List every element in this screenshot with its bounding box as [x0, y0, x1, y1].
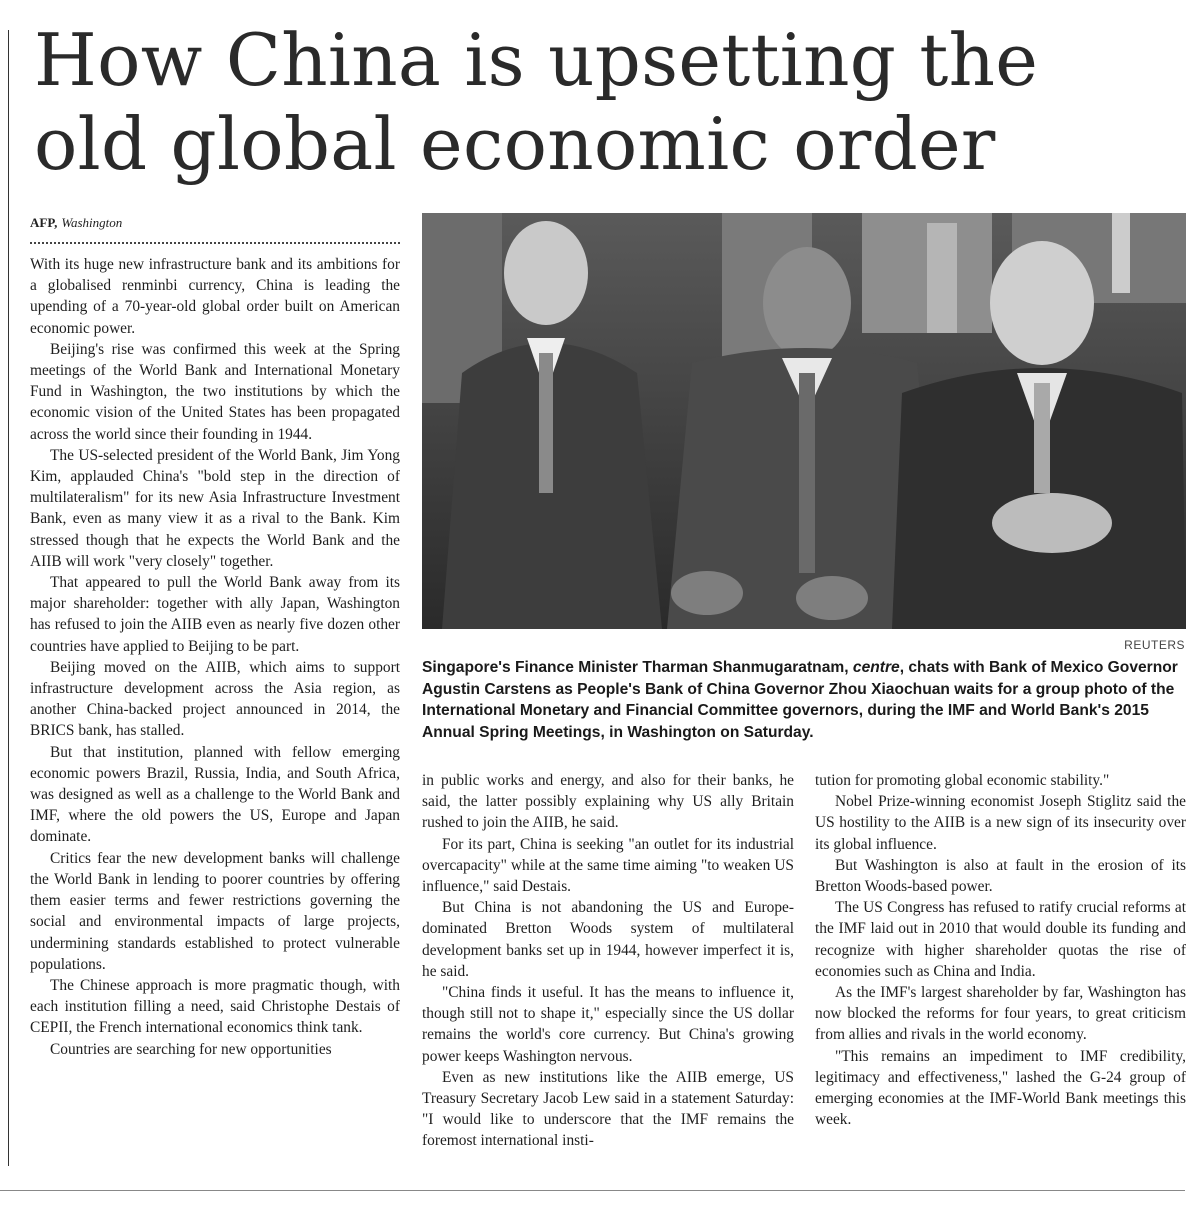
caption-text: , chats with Bank of Mexico Governor Agustin Carstens as People's Bank of China Governor Zhou Xiaochuan waits for a group photo of the International Monetary and Financial Committee governors, during the IMF and World Bank's 2015 Annual Spring Meetings, in Washington on Saturday.	[422, 659, 1178, 741]
paragraph: Nobel Prize-winning economist Joseph Stiglitz said the US hostility to the AIIB is a new sign of its insecurity over its global influence.	[815, 793, 1186, 853]
article-column-1	[30, 254, 400, 1060]
paragraph: Even as new institutions like the AIIB emerge, US Treasury Secretary Jacob Lew said in a statement Saturday: "I would like to underscore that the IMF remains the foremost international insti-	[422, 1068, 794, 1150]
paragraph: Critics fear the new development banks will challenge the World Bank in lending to poorer countries by offering them easier terms and fewer restrictions governing the social and environmental impacts of large projects, undermining standards established to protect vulnerable populations.	[30, 849, 400, 973]
photo-illustration	[422, 213, 1186, 629]
paragraph: As the IMF's largest shareholder by far, Washington has now blocked the reforms for four years, to great criticism from allies and rivals in the world economy.	[815, 984, 1186, 1044]
paragraph: Beijing moved on the AIIB, which aims to support infrastructure development across the Asia region, as another China-backed project announced in 2014, the BRICS bank, has stalled.	[30, 658, 400, 740]
paragraph: The US Congress has refused to ratify crucial reforms at the IMF laid out in 2010 that would double its funding and recognize with higher shareholder quotas the rise of economies such as China and India.	[815, 899, 1186, 980]
paragraph: "This remains an impediment to IMF credibility, legitimacy and effectiveness," lashed the G-24 group of emerging economies at the IMF-World Bank meetings this week.	[815, 1047, 1186, 1129]
byline-agency: AFP,	[30, 215, 58, 230]
paragraph: But that institution, planned with fellow emerging economic powers Brazil, Russia, India, and South Africa, was designed as well as a challenge to the World Bank and IMF, where the old powers the US, Europe and Japan dominate.	[30, 743, 400, 846]
news-photo	[422, 213, 1186, 629]
paragraph: With its huge new infrastructure bank and its ambitions for a globalised renminbi currency, China is leading the upending of a 70-year-old global order built on American economic power.	[30, 256, 400, 337]
paragraph: Countries are searching for new opportunities	[50, 1040, 332, 1058]
paragraph: That appeared to pull the World Bank away from its major shareholder: together with ally Japan, Washington has refused to join the AIIB even as nearly five dozen other countries have applied to Beijing to be part.	[30, 574, 400, 655]
paragraph: "China finds it useful. It has the means to influence it, though still not to shape it," especially since the US dollar remains the world's core currency. But China's growing power keeps Washington nervous.	[422, 984, 794, 1065]
caption-text: Singapore's Finance Minister Tharman Shanmugaratnam,	[422, 659, 853, 676]
paragraph: Beijing's rise was confirmed this week at the Spring meetings of the World Bank and International Monetary Fund in Washington, the two institutions by which the economic vision of the United States has been propagated across the world since their founding in 1944.	[30, 340, 400, 443]
bottom-rule	[0, 1190, 1185, 1191]
byline	[30, 215, 400, 231]
paragraph: in public works and energy, and also for their banks, he said, the latter possibly explaining why US ally Britain rushed to join the AIIB, he said.	[422, 772, 794, 832]
article-column-3	[815, 770, 1186, 1130]
paragraph: But Washington is also at fault in the erosion of its Bretton Woods-based power.	[815, 856, 1186, 896]
photo-caption	[422, 657, 1186, 743]
paragraph: For its part, China is seeking "an outlet for its industrial overcapacity" while at the same time aiming "to weaken US influence," said Destais.	[422, 835, 794, 896]
byline-location: Washington	[61, 215, 123, 230]
headline: How China is upsetting the old global economic order	[34, 18, 1039, 186]
byline-divider	[30, 242, 400, 244]
caption-italic: centre	[852, 659, 900, 676]
photo-credit: REUTERS	[1124, 638, 1185, 652]
article-column-2	[422, 770, 794, 1152]
paragraph: The US-selected president of the World Bank, Jim Yong Kim, applauded China's "bold step in the direction of multilateralism" for its new Asia Infrastructure Investment Bank, even as many view it as a rival to the Bank. Kim stressed though that he expects the World Bank and the AIIB will work "very closely" together.	[30, 446, 400, 570]
paragraph: The Chinese approach is more pragmatic though, with each institution filling a need, said Christophe Destais of CEPII, the French international economics think tank.	[30, 976, 400, 1037]
left-column-rule	[8, 30, 9, 1166]
paragraph: tution for promoting global economic stability."	[815, 772, 1110, 789]
paragraph: But China is not abandoning the US and Europe-dominated Bretton Woods system of multilateral development banks set up in 1944, however imperfect it is, he said.	[422, 899, 794, 980]
